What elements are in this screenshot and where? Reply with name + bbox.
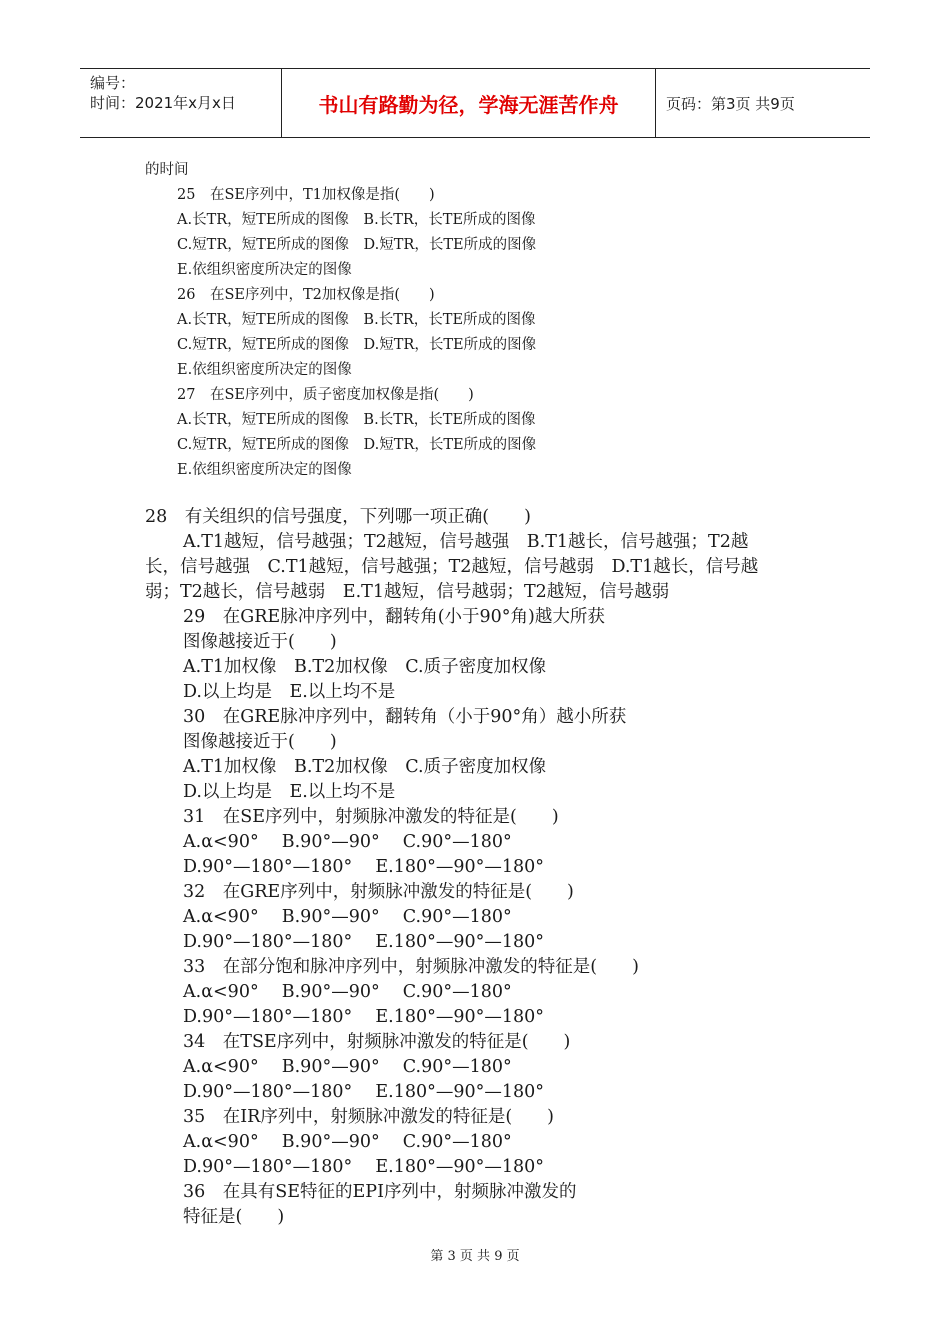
options-line: A.α<90° B.90°—90° C.90°—180° <box>183 832 512 852</box>
question-line: 图像越接近于( ) <box>183 732 337 752</box>
question-32: 32 在GRE序列中，射频脉冲激发的特征是( ) <box>183 882 574 902</box>
options-line: D.以上均是 E.以上均不是 <box>183 682 396 702</box>
question-30: 30 在GRE脉冲序列中，翻转角（小于90°角）越小所获 <box>183 707 627 727</box>
options-line: A.α<90° B.90°—90° C.90°—180° <box>183 982 512 1002</box>
number-label: 编号： <box>90 74 136 92</box>
page-footer: 第 3 页 共 9 页 <box>430 1249 520 1264</box>
question-26: 26 在SE序列中，T2加权像是指( ) <box>177 287 435 303</box>
options-line: A.长TR，短TE所成的图像 B.长TR，长TE所成的图像 <box>177 212 536 228</box>
options-line: E.依组织密度所决定的图像 <box>177 362 352 378</box>
motto: 书山有路勤为径，学海无涯苦作舟 <box>282 69 656 137</box>
question-36: 36 在具有SE特征的EPI序列中，射频脉冲激发的 <box>183 1182 577 1202</box>
options-line: 弱；T2越长，信号越弱 E.T1越短，信号越弱；T2越短，信号越弱 <box>145 582 670 602</box>
options-line: A.T1加权像 B.T2加权像 C.质子密度加权像 <box>183 657 547 677</box>
question-33: 33 在部分饱和脉冲序列中，射频脉冲激发的特征是( ) <box>183 957 639 977</box>
time-label: 时间：2021年x月x日 <box>90 94 236 112</box>
options-line: A.T1越短，信号越强；T2越短，信号越强 B.T1越长，信号越强；T2越 <box>183 532 749 552</box>
options-line: D.90°—180°—180° E.180°—90°—180° <box>183 1007 545 1027</box>
options-line: C.短TR，短TE所成的图像 D.短TR，长TE所成的图像 <box>177 437 537 453</box>
text-line: 的时间 <box>145 162 189 178</box>
options-line: A.长TR，短TE所成的图像 B.长TR，长TE所成的图像 <box>177 312 536 328</box>
question-line: 特征是( ) <box>183 1207 285 1227</box>
question-25: 25 在SE序列中，T1加权像是指( ) <box>177 187 435 203</box>
options-line: E.依组织密度所决定的图像 <box>177 462 352 478</box>
options-line: A.α<90° B.90°—90° C.90°—180° <box>183 1132 512 1152</box>
question-34: 34 在TSE序列中，射频脉冲激发的特征是( ) <box>183 1032 571 1052</box>
question-28: 28 有关组织的信号强度，下列哪一项正确( ) <box>145 507 531 527</box>
options-line: A.α<90° B.90°—90° C.90°—180° <box>183 1057 512 1077</box>
options-line: C.短TR，短TE所成的图像 D.短TR，长TE所成的图像 <box>177 337 537 353</box>
header-meta <box>80 69 282 137</box>
question-29: 29 在GRE脉冲序列中，翻转角(小于90°角)越大所获 <box>183 607 605 627</box>
question-35: 35 在IR序列中，射频脉冲激发的特征是( ) <box>183 1107 555 1127</box>
options-line: D.90°—180°—180° E.180°—90°—180° <box>183 1082 545 1102</box>
options-line: D.以上均是 E.以上均不是 <box>183 782 396 802</box>
page-info: 页码：第3页 共9页 <box>666 94 795 113</box>
options-line: D.90°—180°—180° E.180°—90°—180° <box>183 857 545 877</box>
question-line: 图像越接近于( ) <box>183 632 337 652</box>
document-header <box>80 68 870 138</box>
options-line: A.长TR，短TE所成的图像 B.长TR，长TE所成的图像 <box>177 412 536 428</box>
options-line: A.T1加权像 B.T2加权像 C.质子密度加权像 <box>183 757 547 777</box>
options-line: C.短TR，短TE所成的图像 D.短TR，长TE所成的图像 <box>177 237 537 253</box>
options-line: 长，信号越强 C.T1越短，信号越强；T2越短，信号越弱 D.T1越长，信号越 <box>145 557 759 577</box>
options-line: E.依组织密度所决定的图像 <box>177 262 352 278</box>
question-31: 31 在SE序列中，射频脉冲激发的特征是( ) <box>183 807 559 827</box>
options-line: A.α<90° B.90°—90° C.90°—180° <box>183 907 512 927</box>
question-27: 27 在SE序列中，质子密度加权像是指( ) <box>177 387 474 403</box>
options-line: D.90°—180°—180° E.180°—90°—180° <box>183 1157 545 1177</box>
options-line: D.90°—180°—180° E.180°—90°—180° <box>183 932 545 952</box>
